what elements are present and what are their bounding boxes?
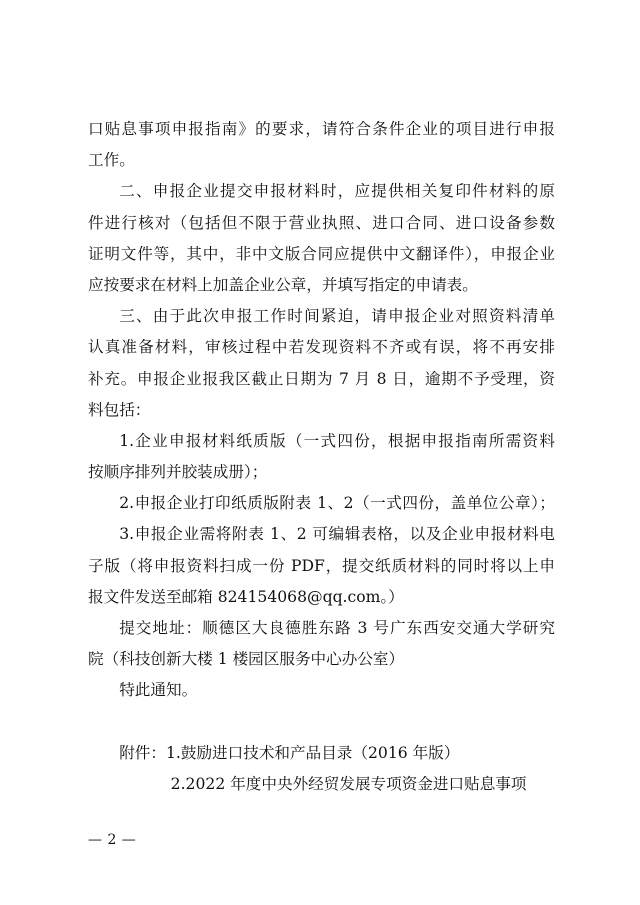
paragraph-line: 按顺序排列并胶装成册）；: [88, 463, 268, 482]
paragraph-line: 料包括：: [88, 400, 151, 419]
paragraph-continuation: [88, 114, 555, 176]
page-number: — 2 —: [88, 832, 137, 848]
attachments-label: 附件：: [119, 743, 166, 762]
paragraph-line: 提交地址：顺德区大良德胜东路 3 号广东西安交通大学研究: [119, 619, 555, 637]
paragraph-line: 认真准备材料，审核过程中若发现资料不齐或有误，将不再安排: [88, 338, 555, 357]
closing-line: 特此通知。: [119, 681, 198, 700]
paragraph-item-3: [88, 301, 555, 426]
paragraph-line: 应按要求在材料上加盖企业公章，并填写指定的申请表。: [88, 275, 478, 294]
paragraph-line: 二、申报企业提交申报材料时，应提供相关复印件材料的原: [119, 182, 555, 201]
material-item-2: [88, 488, 555, 519]
attachments-list: [88, 738, 555, 800]
paragraph-line: 补充。申报企业报我区截止日期为 7 月 8 日，逾期不予受理，资: [88, 369, 555, 388]
paragraph-line: 院（科技创新大楼 1 楼园区服务中心办公室）: [88, 650, 405, 669]
paragraph-line: 工作。: [88, 151, 135, 170]
material-item-3: [88, 519, 555, 613]
paragraph-line: 口贴息事项申报指南》的要求，请符合条件企业的项目进行申报: [88, 120, 555, 138]
paragraph-item-2: [88, 176, 555, 301]
attachment-line: [88, 769, 555, 800]
attachment-line: [88, 738, 555, 769]
blank-line: [88, 707, 555, 738]
document-body: [88, 114, 555, 800]
paragraph-line: 子版（将申报资料扫成一份 PDF，提交纸质材料的同时将以上申: [88, 556, 555, 575]
attachment-item: 1.鼓励进口技术和产品目录（2016 年版）: [165, 743, 460, 762]
material-item-1: [88, 426, 555, 488]
paragraph-line: 3.申报企业需将附表 1、2 可编辑表格，以及企业申报材料电: [119, 525, 555, 544]
paragraph-line: 证明文件等，其中，非中文版合同应提供中文翻译件），申报企业: [88, 244, 555, 263]
paragraph-address: [88, 613, 555, 675]
paragraph-line: 1.企业申报材料纸质版（一式四份，根据申报指南所需资料: [119, 431, 555, 450]
paragraph-line: 报文件发送至邮箱 824154068@qq.com。）: [88, 587, 404, 606]
attachment-item: 2.2022 年度中央外经贸发展专项资金进口贴息事项: [170, 774, 527, 793]
paragraph-line: 件进行核对（包括但不限于营业执照、进口合同、进口设备参数: [88, 213, 555, 232]
paragraph-line: 2.申报企业打印纸质版附表 1、2（一式四份，盖单位公章）；: [119, 494, 555, 513]
paragraph-line: 三、由于此次申报工作时间紧迫，请申报企业对照资料清单: [119, 307, 555, 326]
